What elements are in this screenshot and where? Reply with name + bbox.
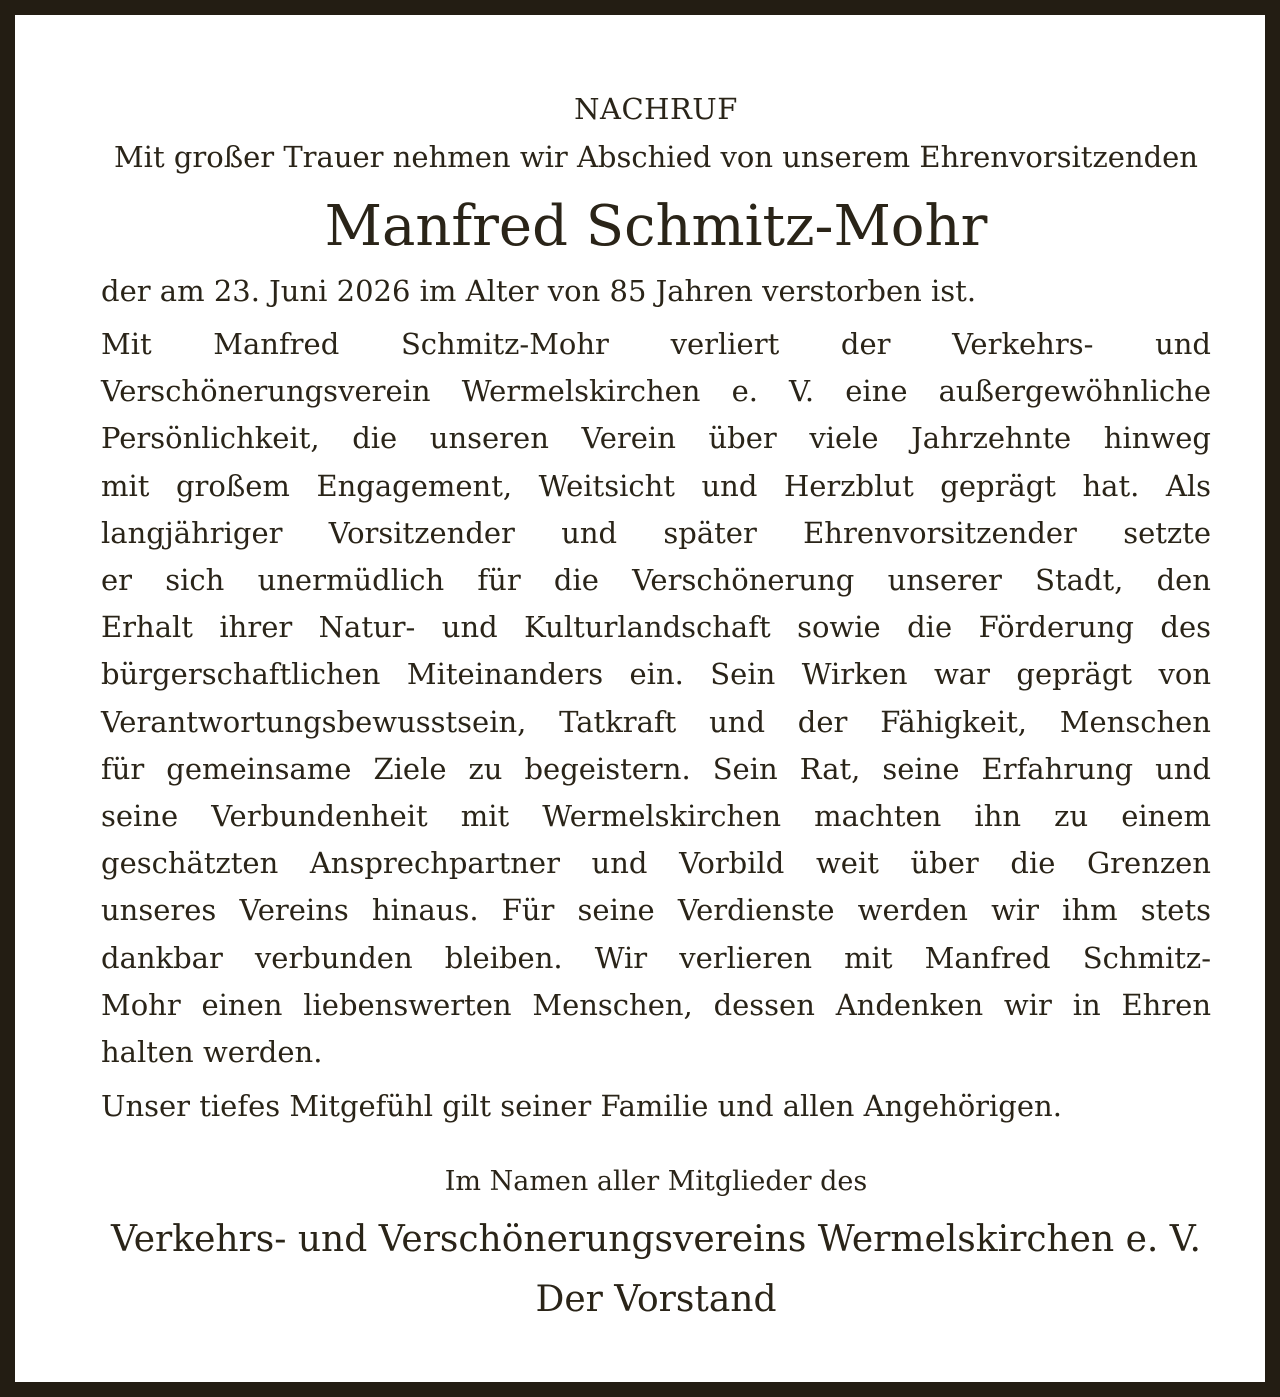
body-line: Erhalt ihrer Natur- und Kulturlandschaft sowie die Förderung des bbox=[101, 610, 1211, 645]
body-line: er sich unermüdlich für die Verschönerung unserer Stadt, den bbox=[101, 563, 1211, 598]
body-line: Mohr einen liebenswerten Menschen, dessen Andenken wir in Ehren bbox=[101, 987, 1211, 1022]
body-line: bürgerschaftlichen Miteinanders ein. Sein Wirken war geprägt von bbox=[101, 657, 1211, 692]
death-line: der am 23. Juni 2026 im Alter von 85 Jahren verstorben ist. bbox=[101, 274, 977, 308]
signature-board: Der Vorstand bbox=[535, 1279, 777, 1321]
signature-intro: Im Namen aller Mitglieder des bbox=[444, 1166, 868, 1198]
body-line: Verantwortungsbewusstsein, Tatkraft und der Fähigkeit, Menschen bbox=[101, 704, 1211, 739]
body-line: Verschönerungsverein Wermelskirchen e. V. eine außergewöhnliche bbox=[101, 374, 1211, 409]
condolence-line: Unser tiefes Mitgefühl gilt seiner Familie und allen Angehörigen. bbox=[101, 1089, 1062, 1124]
body-line: unseres Vereins hinaus. Für seine Verdienste werden wir ihm stets bbox=[101, 893, 1211, 928]
obituary-content bbox=[101, 85, 1211, 1328]
body-line: Mit Manfred Schmitz-Mohr verliert der Verkehrs- und bbox=[101, 327, 1211, 361]
obituary-body bbox=[101, 321, 1211, 1076]
body-line: mit großem Engagement, Weitsicht und Herzblut geprägt hat. Als bbox=[101, 468, 1211, 503]
body-line: halten werden. bbox=[101, 1035, 323, 1070]
body-line: für gemeinsame Ziele zu begeistern. Sein Rat, seine Erfahrung und bbox=[101, 751, 1211, 786]
body-line: langjähriger Vorsitzender und später Ehrenvorsitzender setzte bbox=[101, 515, 1211, 550]
body-line: dankbar verbunden bleiben. Wir verlieren mit Manfred Schmitz- bbox=[101, 940, 1211, 975]
obituary-heading: NACHRUF bbox=[574, 92, 738, 126]
intro-line: Mit großer Trauer nehmen wir Abschied von unserem Ehrenvorsitzenden bbox=[113, 140, 1198, 174]
deceased-name: Manfred Schmitz-Mohr bbox=[324, 194, 988, 259]
body-line: seine Verbundenheit mit Wermelskirchen machten ihn zu einem bbox=[101, 799, 1211, 834]
body-line: Persönlichkeit, die unseren Verein über viele Jahrzehnte hinweg bbox=[101, 421, 1211, 456]
body-line: geschätzten Ansprechpartner und Vorbild weit über die Grenzen bbox=[101, 846, 1211, 881]
signature-organization: Verkehrs- und Verschönerungsvereins Wermelskirchen e. V. bbox=[111, 1219, 1201, 1261]
